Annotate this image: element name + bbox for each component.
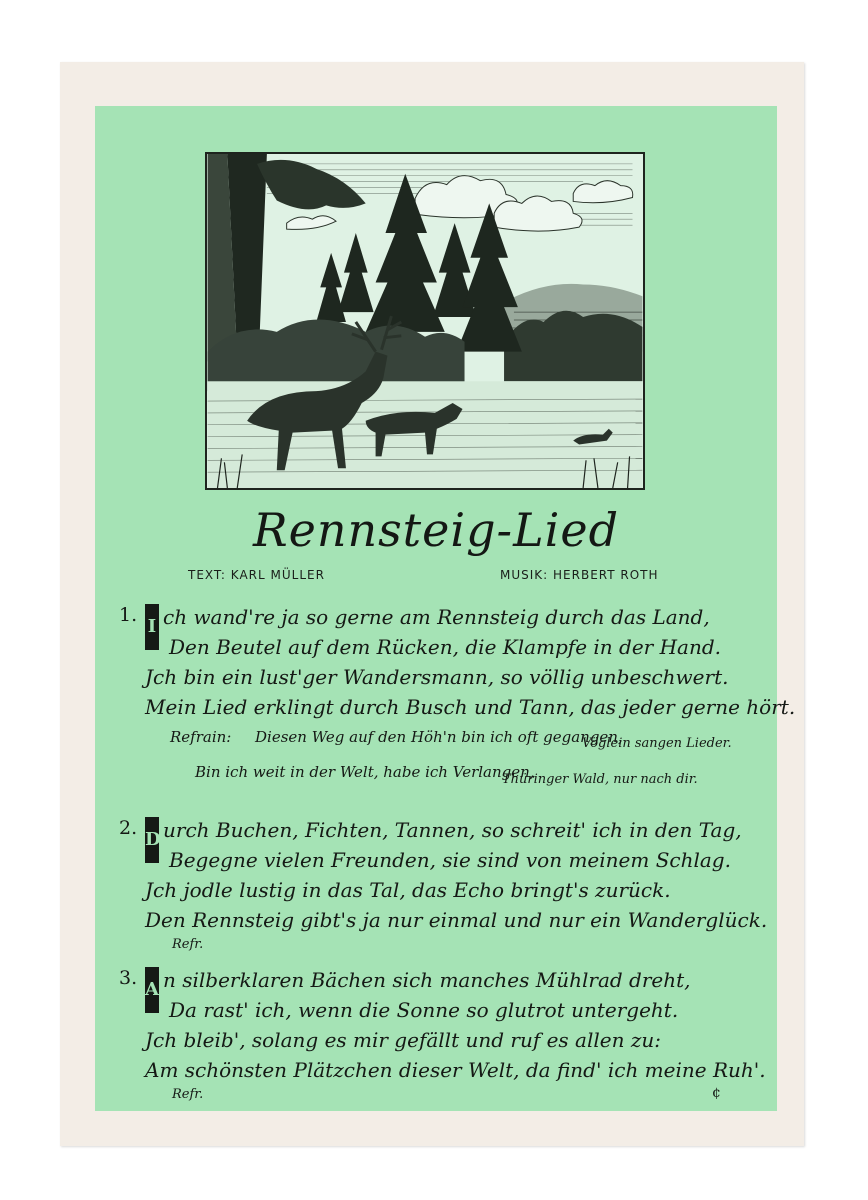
drop-initial: D [145, 817, 159, 863]
refrain-ref-3: Refr. [172, 1087, 204, 1102]
verse-line: A n silberklaren Bächen sich manches Mühlrad dreht, [145, 965, 765, 995]
refrain-label: Refrain: [170, 728, 232, 746]
drop-initial: I [145, 604, 159, 650]
song-title: Rennsteig-Lied [252, 503, 620, 557]
verse-line: Da rast' ich, wenn die Sonne so glutrot untergeht. [169, 998, 679, 1022]
refrain-line-1b: Vöglein sangen Lieder. [582, 736, 732, 751]
refrain-line-1a: Diesen Weg auf den Höh'n bin ich oft gegangen, [255, 728, 623, 746]
verse-line: Jch bin ein lust'ger Wandersmann, so völlig unbeschwert. [145, 665, 729, 689]
drop-initial: A [145, 967, 159, 1013]
verse-1 [119, 602, 796, 722]
verse-line: I ch wand're ja so gerne am Rennsteig durch das Land, [145, 602, 765, 632]
refrain-ref-2: Refr. [172, 937, 204, 952]
verse-3 [119, 965, 766, 1085]
verse-2 [119, 815, 768, 935]
verse-line: Am schönsten Plätzchen dieser Welt, da find' ich meine Ruh'. [145, 1058, 766, 1082]
verse-number: 2. [119, 817, 138, 839]
verse-line: Begegne vielen Freunden, sie sind von meinem Schlag. [169, 848, 731, 872]
music-credit: MUSIK: HERBERT ROTH [500, 568, 659, 582]
verse-line: Jch bleib', solang es mir gefällt und ruf es allen zu: [145, 1028, 661, 1052]
verse-line: Jch jodle lustig in das Tal, das Echo bringt's zurück. [145, 878, 671, 902]
text-credit: TEXT: KARL MÜLLER [188, 568, 325, 582]
verse-line: Den Beutel auf dem Rücken, die Klampfe in der Hand. [169, 635, 721, 659]
forest-stag-illustration [205, 152, 645, 490]
refrain-line-2b: Thüringer Wald, nur nach dir. [502, 772, 698, 787]
verse-line: Den Rennsteig gibt's ja nur einmal und nur ein Wanderglück. [145, 908, 768, 932]
refrain-line-2a: Bin ich weit in der Welt, habe ich Verlangen, [195, 763, 535, 781]
verse-line: D urch Buchen, Fichten, Tannen, so schreit' ich in den Tag, [145, 815, 765, 845]
publisher-mark: ¢ [712, 1085, 721, 1101]
verse-number: 3. [119, 967, 138, 989]
verse-number: 1. [119, 604, 138, 626]
verse-line: Mein Lied erklingt durch Busch und Tann, das jeder gerne hört. [145, 695, 796, 719]
